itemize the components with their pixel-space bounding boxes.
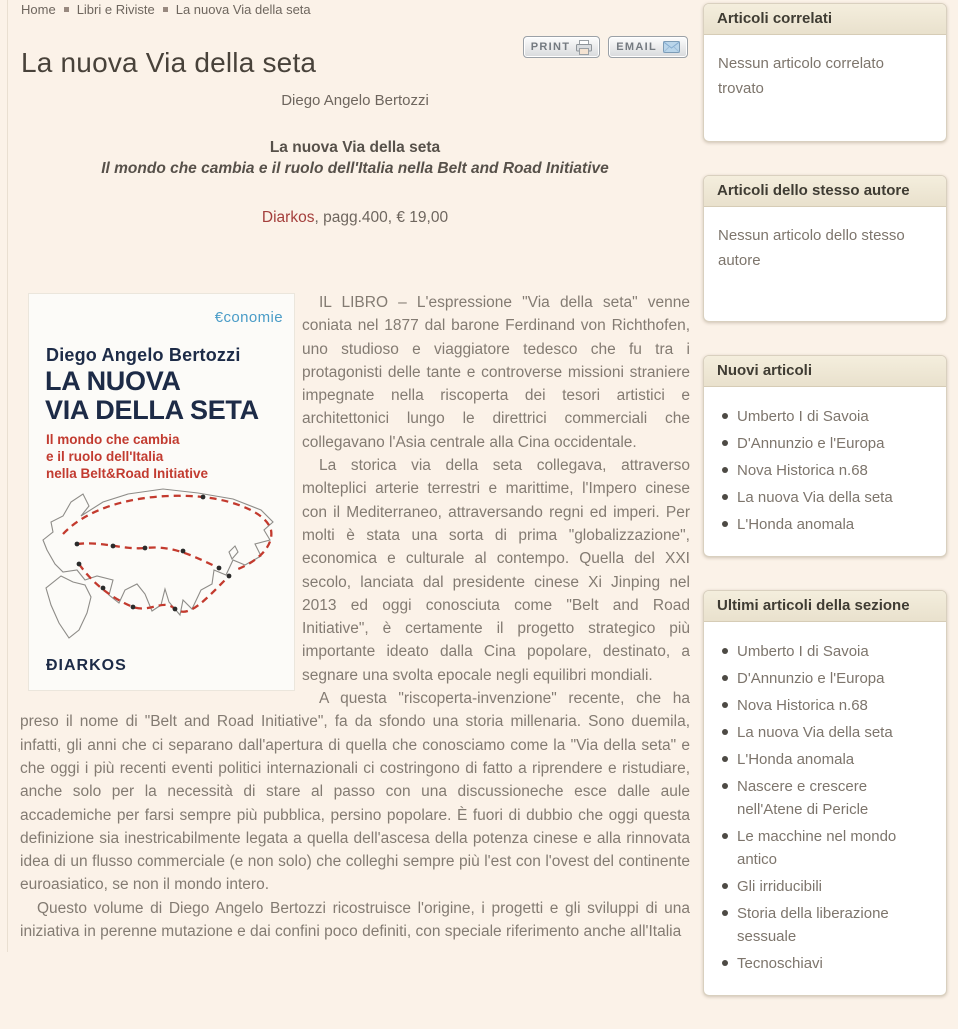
same-author-header: Articoli dello stesso autore: [704, 176, 946, 207]
list-item[interactable]: La nuova Via della seta: [718, 721, 932, 744]
list-item[interactable]: Storia della liberazione sessuale: [718, 902, 932, 948]
article-paragraph: IL LIBRO – L'espressione "Via della seta" venne coniata nel 1877 dal barone Ferdinand von Richthofen, uno studioso e viaggiatore tedesco che fu tra i protagonisti delle tante e controverse missioni straniere impegnate nella riscoperta dei tesori artistici e architettonici lungo le direttrici commerciali che collegavano l'Asia centrale alla Cina occidentale.: [302, 294, 690, 451]
page-left-border: [7, 0, 8, 952]
breadcrumb-current: La nuova Via della seta: [175, 2, 311, 17]
cover-title: [45, 367, 259, 425]
section-latest-header: Ultimi articoli della sezione: [704, 591, 946, 622]
action-buttons: [523, 36, 688, 58]
publisher-link[interactable]: Diarkos: [261, 209, 315, 226]
list-item[interactable]: Nova Historica n.68: [718, 459, 932, 482]
book-author: Diego Angelo Bertozzi: [281, 92, 429, 109]
cover-series-label: €conomie: [214, 309, 283, 326]
related-articles-empty-text: Nessun articolo correlato trovato: [718, 55, 884, 97]
list-item[interactable]: L'Honda anomala: [718, 748, 932, 771]
list-item[interactable]: Gli irriducibili: [718, 875, 932, 898]
related-articles-box: [703, 3, 947, 142]
cover-subtitle-line: Il mondo che cambia: [46, 432, 180, 447]
list-item[interactable]: Nova Historica n.68: [718, 694, 932, 717]
envelope-icon: [663, 41, 680, 53]
book-cover-image: [28, 293, 295, 691]
print-button[interactable]: [523, 36, 601, 58]
section-latest-box: [703, 590, 947, 996]
email-button-label: EMAIL: [616, 41, 657, 53]
cover-subtitle-line: nella Belt&Road Initiative: [46, 466, 209, 481]
list-item[interactable]: D'Annunzio e l'Europa: [718, 667, 932, 690]
book-title: La nuova Via della seta: [269, 139, 441, 156]
cover-title-line1: LA NUOVA: [45, 366, 181, 396]
same-author-empty-text: Nessun articolo dello stesso autore: [718, 227, 905, 269]
cover-publisher-logo: ĐIARKOS: [46, 656, 127, 674]
cover-subtitle-line: e il ruolo dell'Italia: [46, 449, 164, 464]
list-item[interactable]: Le macchine nel mondo antico: [718, 825, 932, 871]
section-latest-list: [718, 640, 932, 975]
new-articles-header: Nuovi articoli: [704, 356, 946, 387]
list-item[interactable]: Tecnoschiavi: [718, 952, 932, 975]
breadcrumb: [21, 2, 311, 17]
book-meta: [20, 92, 690, 227]
breadcrumb-section-link[interactable]: Libri e Riviste: [76, 2, 155, 17]
book-subtitle: Il mondo che cambia e il ruolo dell'Italia nella Belt and Road Initiative: [101, 160, 609, 177]
sidebar: [703, 3, 947, 1029]
article-body: [20, 291, 690, 943]
list-item[interactable]: D'Annunzio e l'Europa: [718, 432, 932, 455]
breadcrumb-separator: [64, 7, 69, 12]
silk-road-map: [33, 472, 290, 651]
email-button[interactable]: [608, 36, 688, 58]
new-articles-list: [718, 405, 932, 536]
article-paragraph: A questa "riscoperta-invenzione" recente, che ha preso il nome di "Belt and Road Initiative", fa da sfondo una storia millenaria. Sono duemila, infatti, gli anni che ci separano dall'apertura di quella che conosciamo come la "Via della seta" e che oggi i più recenti eventi politici internazionali ci costringono di fatto a riprendere e ristudiare, anche solo per la necessità di stare al passo con una discussioneche esce dalle aule accademiche per farsi sempre più pubblica, persino popolare. È fuori di dubbio che oggi questa definizione sia inestricabilmente legata a quella dell'ascesa della potenza cinese e alla rinnovata idea di un flusso commerciale (e non solo) che colleghi sempre più l'est con l'ovest del continente euroasiatico, se non il mondo intero.: [20, 690, 690, 894]
article-paragraph: La storica via della seta collegava, attraverso molteplici arterie terrestri e marittime, l'Impero cinese con il Mediterraneo, attraversando regni ed imperi. Per molti è stata una sorta di prima "globalizzazione", economica e culturale al contempo. Quella del XXI secolo, lanciata dal presidente cinese Xi Jinping nel 2013 ed oggi conosciuta come "Belt and Road Initiative", è certamente il progetto strategico più importante ideato dalla Cina popolare, destinato, a segnare una svolta epocale negli equilibri mondiali.: [302, 457, 690, 684]
cover-title-line2: VIA DELLA SETA: [45, 395, 259, 425]
breadcrumb-home-link[interactable]: Home: [21, 2, 56, 17]
new-articles-box: [703, 355, 947, 557]
list-item[interactable]: L'Honda anomala: [718, 513, 932, 536]
book-publisher-price: [20, 209, 690, 227]
page-title: La nuova Via della seta: [21, 46, 317, 78]
list-item[interactable]: Umberto I di Savoia: [718, 640, 932, 663]
book-details: , pagg.400, € 19,00: [314, 209, 449, 226]
print-button-label: PRINT: [530, 41, 571, 53]
related-articles-header: Articoli correlati: [704, 4, 946, 35]
article-paragraph: Questo volume di Diego Angelo Bertozzi ricostruisce l'origine, i progetti e gli sviluppi di una iniziativa in perenne mutazione e dai confini poco definiti, con speciale riferimento anche all'Italia: [20, 899, 690, 941]
printer-icon: [576, 40, 592, 55]
same-author-box: [703, 175, 947, 322]
breadcrumb-separator: [163, 7, 168, 12]
list-item[interactable]: Umberto I di Savoia: [718, 405, 932, 428]
list-item[interactable]: La nuova Via della seta: [718, 486, 932, 509]
list-item[interactable]: Nascere e crescere nell'Atene di Pericle: [718, 775, 932, 821]
cover-author: Diego Angelo Bertozzi: [46, 345, 241, 365]
content-area: [20, 0, 690, 952]
